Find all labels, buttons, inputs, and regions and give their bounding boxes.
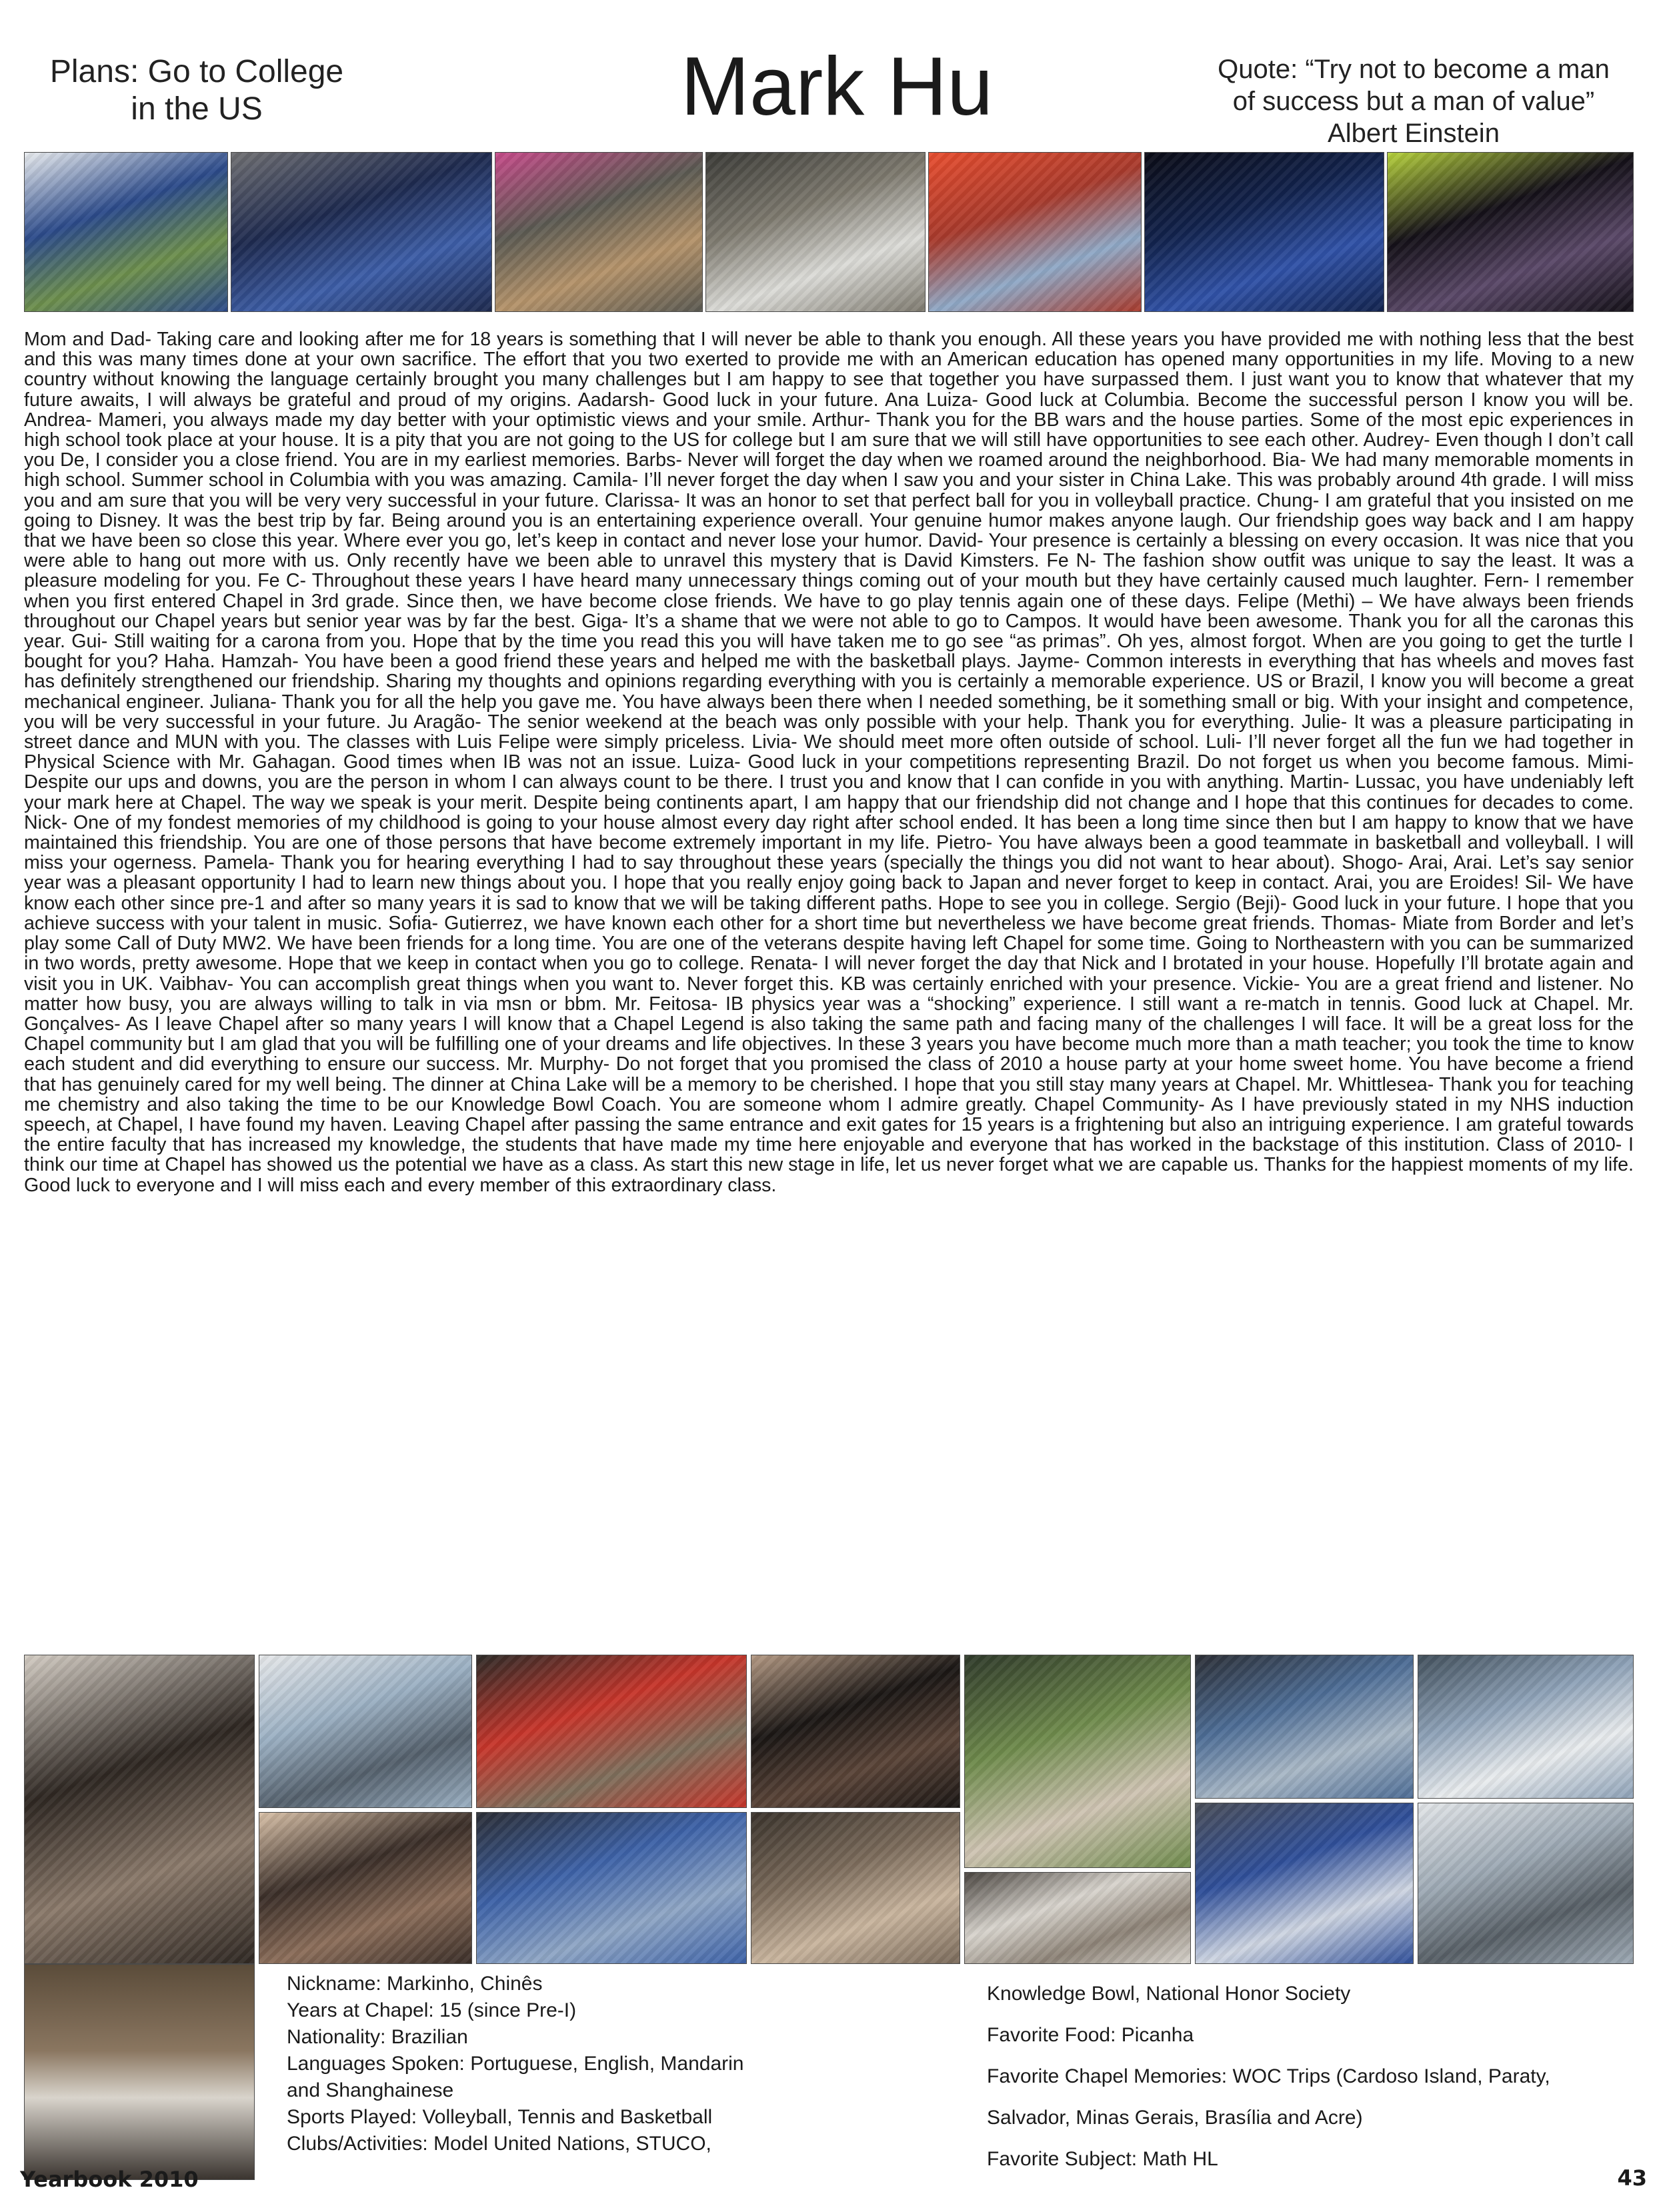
info-languages-cont: and Shanghainese — [287, 2079, 454, 2101]
photo-friends-striped — [705, 152, 926, 312]
info-languages: Languages Spoken: Portuguese, English, Mandarin — [287, 2053, 744, 2075]
info-nickname: Nickname: Markinho, Chinês — [287, 1973, 543, 1995]
photo-red-ferrari — [476, 1655, 747, 1808]
photo-party-neon — [1387, 152, 1634, 312]
photo-party-blue-light — [1144, 152, 1384, 312]
student-info-left — [287, 1971, 820, 2157]
photo-group-night — [751, 1655, 960, 1808]
plans-heading: Plans: Go to College in the US — [49, 54, 344, 127]
info-favorite-food: Favorite Food: Picanha — [987, 2024, 1194, 2046]
yearbook-label: Yearbook 2010 — [20, 2167, 199, 2192]
info-nationality: Nationality: Brazilian — [287, 2026, 468, 2048]
photo-brasilia-monument — [1418, 1803, 1634, 1964]
info-favorite-memories-cont: Salvador, Minas Gerais, Brasília and Acre) — [987, 2107, 1363, 2129]
page-number: 43 — [1617, 2165, 1647, 2191]
top-photo-strip — [24, 152, 1634, 312]
letter-text: Mom and Dad- Taking care and looking after me for 18 years is something that I will never be able to thank you enough. All these years you have provided me with nothing less that the best and this was many times done at your own sacrifice. The effort that you two exerted to provide me with an American education has opened many opportunities in my life. Moving to a new country without knowing the language certainly brought you many challenges but I am happy to see that together you have surpassed them. I just want you to know that whatever that my future awaits, I will always be grateful and proud of my origins. Aadarsh- Good luck in your future. Ana Luiza- Good luck at Columbia. Become the successful person I know you will be. Andrea- Mameri, you always made my day better with your optimistic views and your smile. Arthur- Thank you for the BB wars and the house parties. Some of the most epic experiences in high school took place at your house. It is a pity that you are not going to the US for college but I am sure that we will still have opportunities to see each other. Audrey- Even though I don’t call you De, I consider you a close friend. You are in my earliest memories. Barbs- Never will forget the day when we roamed around the neighborhood. Bia- We had many memorable moments in high school. Summer school in Columbia with you was amazing. Camila- I’ll never forget the day when I saw you and your sister in China Lake. This was probably around 4th grade. I will miss you and am sure that you will be very very successful in your future. Clarissa- It was an honor to set that perfect ball for you in volleyball practice. Chung- I am grateful that you insisted on me going to Disney. It was the best trip by far. Being around you is an entertaining experience overall. Your genuine humor makes anyone laugh. Our friendship goes way back and I am happy that we have been so close this year. Where ever you go, let’s keep in contact and never lose your humor. David- Your presence is certainly a blessing on every occasion. It was nice that you were able to hang out more with us. Only recently have we been able to unravel this mystery that is David Kimsters. Fe N- The fashion show outfit was unique to say the least. It was a pleasure modeling for you. Fe C- Throughout these years I have heard many unnecessary things coming out of your mouth but they have certainly caused much laughter. Fern- I remember when you first entered Chapel in 3rd grade. Since then, we have become close friends. We have to go play tennis again one of these days. Felipe (Methi) – We have always been friends throughout our Chapel years but senior year was by far the best. Giga- It’s a shame that we were not able to go to Campos. It would have been awesome. Thank you for all the caronas this year. Gui- Still waiting for a carona from you. Hope that by the time you read this you will have taken me to go see “as primas”. Oh yes, almost forgot. When are you going to get the turtle I bought for you? Haha. Hamzah- You have been a good friend these years and helped me with the basketball plays. Jayme- Common interests in everything that has wheels and moves fast has definitely strengthened our friendship. Sharing my thoughts and opinions regarding everything with you is certainly a memorable experience. US or Brazil, I know you will become a great mechanical engineer. Juliana- Thank you for all the help you gave me. You have always been there when I needed something, be it something small or big. With your insight and competence, you will be very successful in your future. Ju Aragão- The senior weekend at the beach was only possible with your help. Thank you for everything. Julie- It was a pleasure participating in street dance and MUN with you. The classes with Luis Felipe were simply priceless. Livia- We should meet more often outside of school. Luli- I’ll never forget all the fun we had together in Physical Science with Mr. Gahagan. Good times when IB was not an issue. Luiza- Good luck in your competitions representing Brazil. Do not forget us when you become famous. Mimi- Despite our ups and downs, you are the person in whom I can always count to be there. I trust you and know that I can confide in you with anything. Martin- Lussac, you have undeniably left your mark here at Chapel. The way we speak is your merit. Despite being continents apart, I am happy that our friendship did not change and I hope that this continues for decades to come. Nick- One of my fondest memories of my childhood is going to your house almost every day right after school ended. It has been a long time since then but I am happy to know that we have maintained this friendship. You are one of those persons that have become extremely important in my life. Pietro- You have always been a good teammate in basketball and volleyball. I will miss your ogerness. Pamela- Thank you for hearing everything I had to say throughout these years (specially the things you did not want to hear about). Shogo- Arai, Arai. Let’s say senior year was a pleasant opportunity I had to learn new things about you. I hope that you really enjoy going back to Japan and never forget to keep in contact. Arai, you are Eroides! Sil- We have know each other since pre-1 and after so many years it is sad to know that we will be taking different paths. Hope to see you in college. Sergio (Beji)- Good luck in your future. I hope that you achieve success with your talent in music. Sofia- Gutierrez, we have known each other for a short time but nevertheless we have become great friends. Thomas- Miate from Border and let’s play some Call of Duty MW2. We have been friends for a long time. You are one of the veterans despite having left Chapel for some time. Going to Northeastern with you can be summarized in two words, pretty awesome. Hope that we keep in contact when you go to college. Renata- I will never forget the day that Nick and I brotated in your house. Hopefully I’ll brotate again and visit you in UK. Vaibhav- You can accomplish great things when you want to. Never forget this. KB was certainly enriched with your presence. Vickie- You are a great friend and listener. No matter how busy, you are always willing to talk in via msn or bbm. Mr. Feitosa- IB physics year was a “shocking” experience. I still want a re-match in tennis. Good luck at Chapel. Mr. Gonçalves- As I leave Chapel after so many years I will know that a Chapel Legend is also taking the same path and facing many of the challenges I will face. It will be a great loss for the Chapel community but I am glad that you will be fulfilling one of your dreams and life objectives. In these 3 years you have become much more than a math teacher; you took the time to know each student and did everything to ensure our success. Mr. Murphy- Do not forget that you promised the class of 2010 a house party at your home sweet home. You have become a friend that has genuinely cared for my well being. The dinner at China Lake will be a memory to be cherished. I hope that you still stay many years at Chapel. Mr. Whittlesea- Thank you for teaching me chemistry and also taking the time to be our Knowledge Bowl Coach. You are someone whom I admire greatly. Chapel Community- As I have previously stated in my NHS induction speech, at Chapel, I have found my haven. Leaving Chapel after passing the same entrance and exit gates for 15 years is a frightening but also an intriguing experience. I am grateful towards the entire faculty that has increased my knowledge, the students that have made my time here enjoyable and everyone that has worked in the backstage of this institution. Class of 2010- I think our time at Chapel has showed us the potential we have as a class. As start this new stage in life, let us never forget what we are capable us. Thanks for the happiest moments of my life. Good luck to everyone and I will miss each and every member of this extraordinary class. — [24, 329, 1634, 1196]
photo-friends-mascot — [928, 152, 1142, 312]
photo-friends-sash — [1418, 1655, 1634, 1799]
page-title: Mark Hu — [680, 41, 994, 133]
photo-graduation-blue — [1195, 1803, 1414, 1964]
student-info-right — [987, 1973, 1640, 2180]
photo-crowd-indoor — [259, 1812, 472, 1964]
photo-basketball-team — [231, 152, 492, 312]
photo-childhood-portrait — [24, 1964, 255, 2180]
info-years-at-chapel: Years at Chapel: 15 (since Pre-I) — [287, 1999, 577, 2021]
info-favorite-subject: Favorite Subject: Math HL — [987, 2148, 1218, 2170]
photo-costume-white — [964, 1872, 1191, 1964]
photo-boat-friends — [259, 1655, 472, 1808]
bottom-photo-collage — [24, 1655, 1634, 1964]
info-sports: Sports Played: Volleyball, Tennis and Basketball — [287, 2106, 713, 2128]
info-favorite-memories: Favorite Chapel Memories: WOC Trips (Cardoso Island, Paraty, — [987, 2065, 1550, 2087]
photo-dinner-friends — [24, 1655, 255, 1964]
photo-volleyball-team — [24, 152, 228, 312]
photo-classroom-group — [751, 1812, 960, 1964]
info-clubs: Clubs/Activities: Model United Nations, STUCO, — [287, 2133, 711, 2155]
photo-group-outdoor — [964, 1655, 1191, 1868]
photo-costume-shields — [495, 152, 703, 312]
photo-friends-beach — [1195, 1655, 1414, 1799]
info-clubs-cont: Knowledge Bowl, National Honor Society — [987, 1983, 1351, 2005]
photo-friends-blue-shirts — [476, 1812, 747, 1964]
quote-heading: Quote: “Try not to become a man of success but a man of value” Albert Einstein — [1218, 55, 1610, 148]
